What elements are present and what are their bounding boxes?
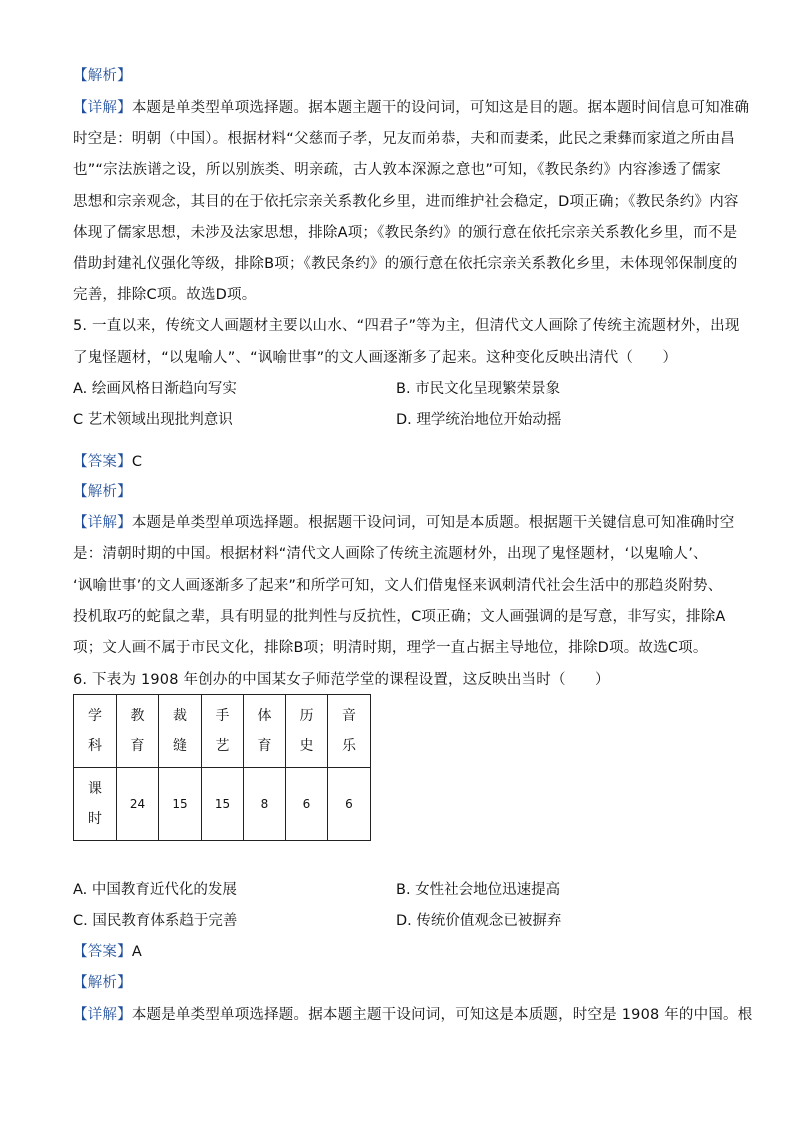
table-cell: 24 — [117, 768, 159, 841]
analysis-tag: 【解析】 — [73, 68, 132, 84]
question-5-option-c: C 艺术领域出现批判意识 — [73, 412, 233, 428]
table-cell: 15 — [159, 768, 202, 841]
answer-tag: 【答案】 — [73, 454, 132, 470]
question-5-stem-line: 5. 一直以来，传统文人画题材主要以山水、“四君子”等为主，但清代文人画除了传统主流题材外，出现 — [73, 318, 740, 334]
table-cell: 6 — [328, 768, 371, 841]
table-header-cell: 体育 — [244, 695, 286, 768]
table-cell: 15 — [202, 768, 244, 841]
detail-tag: 【详解】 — [73, 515, 132, 531]
table-header-cell: 教育 — [117, 695, 159, 768]
detail-paragraph-line: 是：清朝时期的中国。根据材料“清代文人画除了传统主流题材外，出现了鬼怪题材，‘以鬼喻人’、 — [73, 546, 708, 562]
answer-value: A — [131, 944, 142, 960]
table-cell: 8 — [244, 768, 286, 841]
question-5-answer — [73, 452, 142, 472]
table-row-label: 课时 — [74, 768, 117, 841]
detail-paragraph-line: 借助封建礼仪强化等级，排除B项；《教民条约》的颁行意在依托宗亲关系教化乡里，未体现邻保制度的 — [73, 256, 738, 272]
question-5-option-d: D. 理学统治地位开始动摇 — [396, 412, 562, 428]
course-table — [73, 694, 371, 841]
table-header-row — [74, 695, 371, 768]
question-6-option-c: C. 国民教育体系趋于完善 — [73, 913, 238, 929]
detail-paragraph-line: 时空是：明朝（中国）。根据材料“父慈而子孝，兄友而弟恭，夫和而妻柔，此民之秉彝而家道之所由昌 — [73, 131, 735, 147]
detail-tag: 【详解】 — [73, 100, 132, 116]
detail-paragraph-line: 【详解】本题是单类型单项选择题。根据题干设问词，可知是本质题。根据题干关键信息可知准确时空 — [73, 515, 735, 531]
table-header-cell: 音乐 — [328, 695, 371, 768]
question-6-option-b: B. 女性社会地位迅速提高 — [396, 882, 561, 898]
table-header-cell: 手艺 — [202, 695, 244, 768]
question-6-option-a: A. 中国教育近代化的发展 — [73, 882, 237, 898]
answer-tag: 【答案】 — [73, 944, 132, 960]
question-5-option-b: B. 市民文化呈现繁荣景象 — [396, 381, 561, 397]
table-header-cell: 学科 — [74, 695, 117, 768]
analysis-tag: 【解析】 — [73, 975, 132, 991]
question-5-option-a: A. 绘画风格日渐趋向写实 — [73, 381, 237, 397]
analysis-tag: 【解析】 — [73, 484, 132, 500]
detail-paragraph-line: 完善，排除C项。故选D项。 — [73, 287, 257, 303]
detail-tag: 【详解】 — [73, 1007, 132, 1023]
detail-paragraph-line: 思想和宗亲观念，其目的在于依托宗亲关系教化乡里，进而维护社会稳定，D项正确；《教民条约》内容 — [73, 194, 739, 210]
detail-paragraph-line: 【详解】本题是单类型单项选择题。据本题主题干设问词，可知这是本质题，时空是 1908 年的中国。根 — [73, 1007, 753, 1023]
question-6-answer — [73, 942, 142, 962]
table-cell: 6 — [286, 768, 328, 841]
answer-value: C — [131, 454, 143, 470]
table-row — [74, 768, 371, 841]
detail-paragraph-line: 【详解】本题是单类型单项选择题。据本题主题干的设问词，可知这是目的题。据本题时间信息可知准确 — [73, 100, 750, 116]
detail-paragraph-line: ‘讽喻世事’的文人画逐渐多了起来”和所学可知，文人们借鬼怪来讽刺清代社会生活中的那趋炎附势、 — [73, 578, 723, 594]
table-header-cell: 裁缝 — [159, 695, 202, 768]
detail-paragraph-line: 项；文人画不属于市民文化，排除B项；明清时期，理学一直占据主导地位，排除D项。故选C项。 — [73, 640, 708, 656]
table-header-cell: 历史 — [286, 695, 328, 768]
detail-paragraph-line: 投机取巧的蛇鼠之辈，具有明显的批判性与反抗性，C项正确；文人画强调的是写意，非写实，排除A — [73, 609, 726, 625]
detail-paragraph-line: 体现了儒家思想，未涉及法家思想，排除A项；《教民条约》的颁行意在依托宗亲关系教化乡里，而不是 — [73, 225, 738, 241]
question-6-stem: 6. 下表为 1908 年创办的中国某女子师范学堂的课程设置，这反映出当时（ ） — [73, 672, 610, 688]
question-5-stem-line: 了鬼怪题材，“以鬼喻人”、“讽喻世事”的文人画逐渐多了起来。这种变化反映出清代（ ） — [73, 350, 678, 366]
detail-paragraph-line: 也”“宗法族谱之设，所以别族类、明亲疏，古人敦本深源之意也”可知，《教民条约》内容渗透了儒家 — [73, 162, 721, 178]
question-6-option-d: D. 传统价值观念已被摒弃 — [396, 913, 562, 929]
